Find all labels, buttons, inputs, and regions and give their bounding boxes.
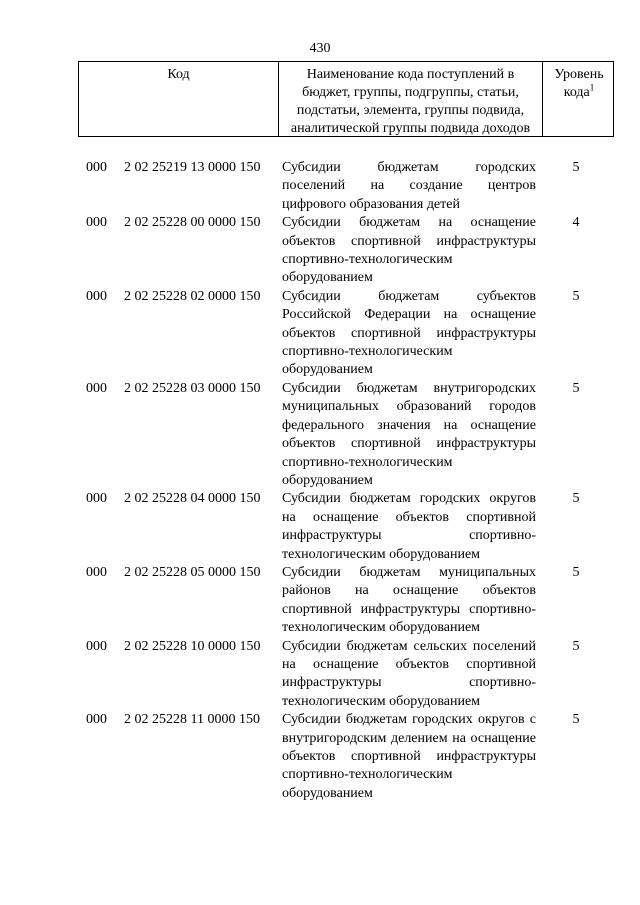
row-admin-code: 000	[86, 380, 107, 396]
row-admin-code: 000	[86, 215, 107, 231]
row-name: Субсидии бюджетам муниципальных районов на оснащение объектов спортивной инфраструктуры спортивно-технологическим оборудованием	[282, 564, 536, 636]
row-admin-code: 000	[86, 288, 107, 304]
table-row	[0, 159, 640, 214]
row-admin-code: 000	[86, 712, 107, 728]
table-row	[0, 638, 640, 712]
table-row	[0, 380, 640, 490]
row-level: 5	[572, 288, 580, 304]
table-row	[0, 288, 640, 380]
row-level: 5	[572, 380, 580, 396]
row-income-code: 2 02 25228 02 0000 150	[124, 288, 261, 304]
row-level: 5	[572, 491, 580, 507]
header-code: Код	[79, 62, 279, 136]
row-name: Субсидии бюджетам городских поселений на создание центров цифрового образования детей	[282, 160, 536, 212]
table-header	[78, 61, 614, 137]
row-name: Субсидии бюджетам городских округов на оснащение объектов спортивной инфраструктуры спортивно-технологическим оборудованием	[282, 491, 536, 562]
header-level-footnote: 1	[589, 82, 595, 93]
table-row	[0, 214, 640, 288]
header-name: Наименование кода поступлений в бюджет, группы, подгруппы, статьи, подстатьи, элемента, группы подвида, аналитической группы подвида доходов	[279, 62, 543, 136]
row-level: 4	[572, 215, 580, 231]
row-level: 5	[572, 638, 580, 654]
row-admin-code: 000	[86, 564, 107, 580]
row-name: Субсидии бюджетам на оснащение объектов спортивной инфраструктуры спортивно-технологическим оборудованием	[282, 215, 536, 286]
row-name: Субсидии бюджетам городских округов с внутригородским делением на оснащение объектов спортивной инфраструктуры спортивно-технологическим оборудованием	[282, 712, 536, 801]
row-income-code: 2 02 25228 05 0000 150	[124, 564, 261, 580]
header-level	[543, 62, 615, 136]
row-admin-code: 000	[86, 491, 107, 507]
page-number: 430	[309, 41, 331, 56]
header-level-label: Уровень кода	[554, 67, 604, 100]
row-level: 5	[572, 712, 580, 728]
table-body	[0, 159, 640, 803]
row-income-code: 2 02 25219 13 0000 150	[124, 160, 261, 175]
table-row	[0, 711, 640, 803]
row-name: Субсидии бюджетам внутригородских муниципальных образований городов федерального значения на оснащение объектов спортивной инфраструктуры спортивно-технологическим оборудованием	[282, 380, 536, 488]
row-income-code: 2 02 25228 00 0000 150	[124, 215, 261, 231]
row-income-code: 2 02 25228 11 0000 150	[124, 712, 260, 728]
table-row	[0, 564, 640, 638]
row-level: 5	[572, 564, 580, 580]
row-name: Субсидии бюджетам субъектов Российской Федерации на оснащение объектов спортивной инфраструктуры спортивно-технологическим оборудованием	[282, 288, 536, 378]
row-name: Субсидии бюджетам сельских поселений на оснащение объектов спортивной инфраструктуры спортивно-технологическим оборудованием	[282, 638, 536, 709]
table-row	[0, 490, 640, 564]
row-level: 5	[572, 160, 580, 175]
row-income-code: 2 02 25228 10 0000 150	[124, 638, 261, 654]
row-admin-code: 000	[86, 160, 107, 175]
row-income-code: 2 02 25228 03 0000 150	[124, 380, 261, 396]
row-admin-code: 000	[86, 638, 107, 654]
row-income-code: 2 02 25228 04 0000 150	[124, 491, 261, 507]
